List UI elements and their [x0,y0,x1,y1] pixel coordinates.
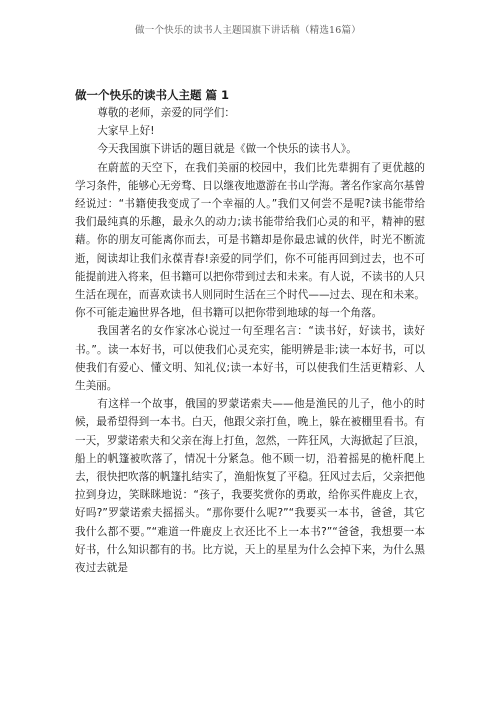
paragraph-topic: 今天我国旗下讲话的题目就是《做一个快乐的读书人》。 [97,143,357,156]
paragraph-salutation: 尊敬的老师，亲爱的同学们： [97,107,235,119]
document-header-title: 做一个快乐的读书人主题国旗下讲话稿（精选16篇） [135,25,361,36]
paragraph-body-1: 在蔚蓝的天空下，在我们美丽的校园中，我们比先辈拥有了更优越的学习条件，能够心无旁骛、日以继夜地遨游在书山学海。著名作家高尔基曾经说过：“书籍使我变成了一个幸福的人。”我们又何尝不是呢?读书能带给我们最纯真的乐趣，最永久的动力;读书能带给我们心灵的和平，精神的慰藉。你的朋友可能离你而去，可是书籍却是你最忠诚的伙伴，时光不断流逝，阅读却让我们永葆青春!亲爱的同学们，你不可能再回到过去，也不可能提前进入将来，但书籍可以把你带到过去和未来。有人说，不读书的人只生活在现在，而喜欢读书人则同时生活在三个时代——过去、现在和未来。你不可能走遍世界各地，但书籍可以把你带到地球的每一个角落。 [75,161,425,320]
article-body [75,86,425,577]
paragraph-greeting: 大家早上好! [97,125,155,138]
paragraph-body-2: 我国著名的女作家冰心说过一句至理名言：“读书好，好读书，读好书。”。读一本好书，可以使我们心灵充实，能明辨是非;读一本好书，可以使我们有爱心、懂文明、知礼仪;读一本好书，可以使我们生活更精彩、人生美丽。 [75,325,425,393]
paragraph-body-3: 有这样一个故事，俄国的罗蒙诺索夫——他是渔民的儿子，他小的时候，最希望得到一本书。白天，他跟父亲打鱼，晚上，躲在被棚里看书。有一天，罗蒙诺索夫和父亲在海上打鱼，忽然，一阵狂风，大海掀起了巨浪，船上的帆篷被吹落了，情况十分紧急。他不顾一切，沿着摇晃的桅杆爬上去，很快把吹落的帆篷扎结实了，渔船恢复了平稳。狂风过去后，父亲把他拉到身边，笑眯眯地说：“孩子，我要奖赏你的勇敢，给你买件鹿皮上衣，好吗?”罗蒙诺索夫摇摇头。“那你要什么呢?”“我要买一本书，爸爸，其它我什么都不要。”“难道一件鹿皮上衣还比不上一本书?”“爸爸，我想要一本好书，什么知识都有的书。比方说，天上的星星为什么会掉下来，为什么黑夜过去就是 [75,398,425,575]
section-title: 做一个快乐的读书人主题 篇 1 [75,88,230,102]
